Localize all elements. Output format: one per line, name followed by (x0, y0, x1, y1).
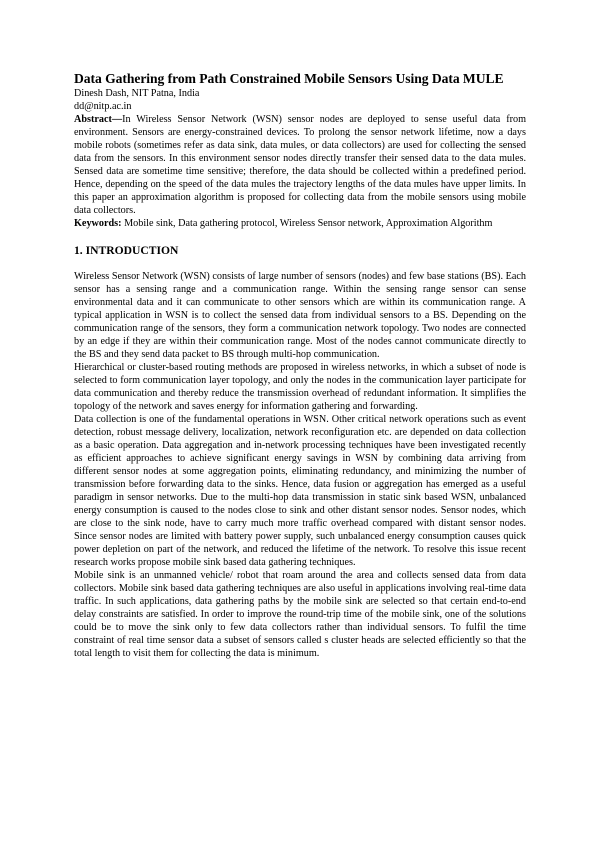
paragraph-4: Mobile sink is an unmanned vehicle/ robot that roam around the area and collects sensed data from data collectors. Mobile sink based data gathering techniques are also useful in applications involving real-time data traffic. In such applications, data gathering paths by the mobile sink are selected so that certain end-to-end delay constraints are satisfied. In order to improve the round-trip time of the mobile sink, one of the solutions could be to move the sink only to few data collectors rather than individual sensors. To fulfil the time constraint of real time sensor data a subset of sensors called s cluster heads are selected efficiently so that the total length to visit them for collecting the data is minimum. (74, 570, 526, 659)
keywords-text: Mobile sink, Data gathering protocol, Wireless Sensor network, Approximation Algorithm (121, 218, 493, 229)
keywords (74, 217, 526, 230)
paper-page (74, 70, 526, 660)
section-heading-introduction: 1. INTRODUCTION (74, 244, 179, 257)
paragraph-1: Wireless Sensor Network (WSN) consists of large number of sensors (nodes) and few base stations (BS). Each sensor has a sensing range and a communication range. Within the sensing range sensor can sense environmental data and it can communicate to other sensors which are within its communication range. A typical application in WSN is to collect the sensed data from individual sensors to a BS. Depending on the communication range of the sensors, they form a communication network topology. Two nodes are connected by an edge if they are within their communication range. Most of the nodes cannot communicate directly to the BS and they send data packet to BS through multi-hop communication. (74, 271, 526, 360)
abstract (74, 113, 526, 217)
author-email: dd@nitp.ac.in (74, 101, 132, 112)
keywords-label: Keywords: (74, 218, 122, 229)
paragraph-3: Data collection is one of the fundamental operations in WSN. Other critical network operations such as event detection, robust message delivery, localization, network reconfiguration etc. are depended on data collection as a basic operation. Data aggregation and in-network processing techniques have been investigated recently as efficient approaches to achieve significant energy savings in WSN by combining data arriving from different sensor nodes at some aggregation points, eliminating redundancy, and minimizing the number of transmission before forwarding data to the sinks. Hence, data fusion or aggregation has emerged as a useful paradigm in sensor networks. Due to the multi-hop data transmission in static sink based WSN, unbalanced energy consumption is caused to the nodes close to sink and other distant sensor nodes. Sensor nodes, which are close to the sink node, have to carry much more traffic overhead compared with distant sensor nodes. Since sensor nodes are limited with battery power supply, such unbalanced energy consumption causes quick power depletion on part of the network, and reduced the lifetime of the network. To resolve this issue recent research works propose mobile sink based data gathering techniques. (74, 414, 526, 568)
author-line: Dinesh Dash, NIT Patna, India (74, 88, 200, 99)
paragraph-2: Hierarchical or cluster-based routing methods are proposed in wireless networks, in which a subset of node is selected to form communication layer topology, and only the nodes in the communication layer participate for data communication and thereby reduce the transmission overhead of redundant information. It simplifies the topology of the network and saves energy for information gathering and forwarding. (74, 362, 526, 412)
abstract-text: In Wireless Sensor Network (WSN) sensor nodes are deployed to sense useful data from environment. Sensors are energy-constrained devices. To prolong the sensor network lifetime, now a days mobile robots (sometimes refer as data sink, data mules, or data collectors) are used for collecting the sensed data from the sensors. In this environment sensor nodes directly transfer their sensed data to the data mules. Sensed data are sometime time sensitive; therefore, the data should be collected within a predefined period. Hence, depending on the speed of the data mules the trajectory lengths of the data mules have upper limits. In this paper an approximation algorithm is proposed for collecting data from the mobile sensors using mobile data collectors. (74, 114, 526, 216)
abstract-label: Abstract— (74, 114, 123, 125)
paper-title: Data Gathering from Path Constrained Mobile Sensors Using Data MULE (74, 71, 504, 86)
